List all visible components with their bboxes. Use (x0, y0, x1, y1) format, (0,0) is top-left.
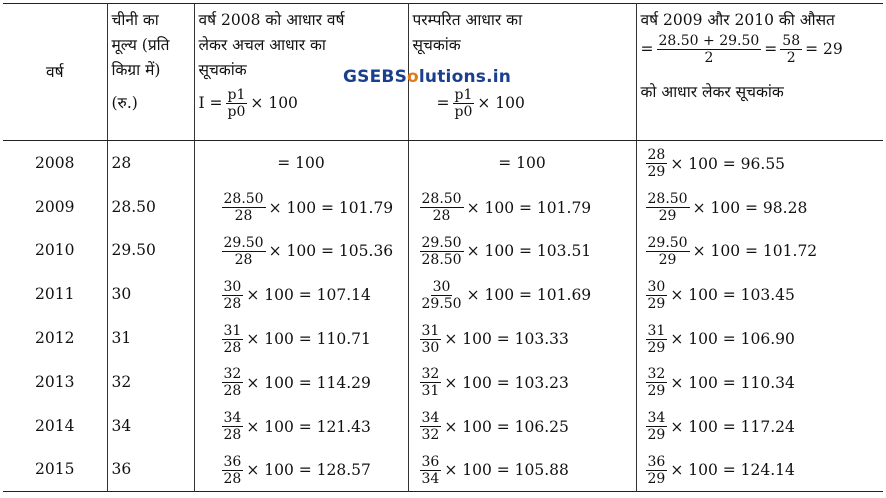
header-avg-line1: वर्ष 2009 और 2010 की औसत (640, 11, 835, 29)
chain-numerator: 36 (421, 453, 440, 470)
avg-fraction (646, 323, 668, 356)
chain-result: × 100 = 103.51 (466, 242, 592, 261)
year-cell: 2009 (3, 185, 107, 229)
avg-numerator: 29.50 (647, 234, 688, 251)
chain-fraction (420, 191, 464, 224)
table-row (3, 141, 883, 185)
year-cell: 2012 (3, 316, 107, 360)
fixed-index-cell (194, 229, 408, 273)
header-chain-line1: परम्परित आधार का (412, 11, 523, 29)
fixed-index-cell (194, 185, 408, 229)
year-cell: 2013 (3, 360, 107, 404)
price-cell: 30 (107, 272, 194, 316)
chain-fraction (420, 323, 442, 356)
fixed-fraction (222, 323, 244, 356)
chain-result: × 100 = 101.79 (466, 198, 592, 217)
avg-denominator: 29 (658, 251, 677, 268)
avg-formula-result: = 29 (805, 40, 843, 58)
avg-formula (641, 454, 795, 487)
chain-formula-den: p0 (454, 104, 473, 120)
fixed-denominator: 28 (223, 339, 242, 356)
average-index-cell (636, 141, 883, 185)
fixed-denominator: 28 (223, 383, 242, 400)
chain-formula (413, 323, 569, 356)
header-average-base (636, 4, 883, 141)
chain-fraction (420, 235, 464, 268)
year-cell: 2010 (3, 229, 107, 273)
avg-numerator: 32 (647, 366, 666, 383)
price-cell: 29.50 (107, 229, 194, 273)
chain-denominator: 28 (432, 208, 451, 225)
fixed-formula (199, 454, 371, 487)
fixed-index-cell (194, 272, 408, 316)
chain-denominator: 31 (421, 383, 440, 400)
fixed-fraction (222, 410, 244, 443)
chain-numerator: 29.50 (421, 234, 462, 251)
chain-formula-rhs: × 100 (477, 94, 525, 112)
avg-fraction (646, 454, 668, 487)
chain-index-cell (408, 404, 636, 448)
price-cell: 28 (107, 141, 194, 185)
avg-formula (641, 191, 808, 224)
avg-fraction (646, 366, 668, 399)
chain-fraction (420, 366, 442, 399)
average-index-cell (636, 229, 883, 273)
fixed-denominator: 28 (223, 427, 242, 444)
price-cell: 28.50 (107, 185, 194, 229)
fixed-result: × 100 = 105.36 (268, 242, 394, 261)
average-index-cell (636, 360, 883, 404)
chain-result: × 100 = 101.69 (466, 286, 592, 305)
avg-result: × 100 = 101.72 (692, 242, 818, 261)
price-cell: 31 (107, 316, 194, 360)
fixed-index-cell (194, 404, 408, 448)
avg-result: × 100 = 110.34 (670, 373, 795, 392)
fixed-fraction (222, 279, 244, 312)
header-price-line1: चीनी का (111, 11, 159, 29)
fixed-fraction (222, 191, 266, 224)
chain-fraction (420, 410, 442, 443)
fixed-denominator: 28 (223, 295, 242, 312)
logo-part1: GSEBS (343, 67, 408, 87)
chain-numerator: 30 (432, 278, 451, 295)
fixed-formula-den: p0 (227, 104, 246, 120)
avg-formula (641, 147, 786, 180)
avg-fraction (646, 279, 668, 312)
chain-formula-num: p1 (454, 87, 473, 103)
avg-result: × 100 = 117.24 (670, 417, 795, 436)
chain-result: × 100 = 106.25 (444, 417, 569, 436)
chain-result: × 100 = 105.88 (444, 461, 569, 480)
avg-fraction (646, 235, 690, 268)
chain-formula (413, 191, 592, 224)
table-row (3, 404, 883, 448)
fixed-result: × 100 = 121.43 (246, 417, 371, 436)
chain-value: = 100 (498, 153, 546, 172)
chain-formula-lhs: = (436, 94, 450, 112)
avg-formula (641, 323, 795, 356)
year-cell: 2011 (3, 272, 107, 316)
avg-denominator: 29 (647, 339, 666, 356)
average-index-cell (636, 316, 883, 360)
fixed-fraction (222, 235, 266, 268)
fixed-index-cell (194, 360, 408, 404)
avg-result: × 100 = 124.14 (670, 461, 795, 480)
chain-result: × 100 = 103.33 (444, 330, 569, 349)
chain-fraction (420, 454, 442, 487)
average-index-cell (636, 185, 883, 229)
fixed-formula (199, 279, 371, 312)
header-avg-line3: को आधार लेकर सूचकांक (640, 83, 784, 101)
chain-index-cell (408, 185, 636, 229)
chain-index-cell (408, 448, 636, 492)
chain-formula (413, 279, 592, 312)
avg-formula (641, 279, 795, 312)
fixed-value: = 100 (277, 153, 325, 172)
avg-formula-fraction2 (780, 33, 802, 66)
avg-numerator: 34 (647, 410, 666, 427)
chain-result: × 100 = 103.23 (444, 373, 569, 392)
chain-fraction (420, 279, 464, 312)
header-fixed-formula (199, 87, 298, 120)
fixed-result: × 100 = 110.71 (246, 330, 371, 349)
chain-denominator: 32 (421, 427, 440, 444)
avg-formula-num2: 58 (782, 33, 801, 49)
avg-result: × 100 = 98.28 (692, 198, 808, 217)
table-row (3, 185, 883, 229)
header-price-unit: (रु.) (111, 94, 138, 112)
fixed-formula-rhs: × 100 (250, 94, 298, 112)
fixed-fraction (222, 366, 244, 399)
avg-formula (641, 366, 795, 399)
avg-formula-den2: 2 (786, 50, 796, 66)
fixed-formula (199, 323, 371, 356)
table-row (3, 272, 883, 316)
avg-formula-den1: 2 (704, 50, 714, 66)
average-index-cell (636, 272, 883, 316)
avg-result: × 100 = 106.90 (670, 330, 795, 349)
fixed-denominator: 28 (223, 470, 242, 487)
logo-part3: lutions.in (418, 67, 512, 87)
header-fixed-line1: वर्ष 2008 को आधार वर्ष (198, 11, 345, 29)
fixed-numerator: 32 (223, 366, 242, 383)
chain-formula (413, 366, 569, 399)
chain-index-cell (408, 360, 636, 404)
table-row (3, 448, 883, 492)
fixed-result: × 100 = 107.14 (246, 286, 371, 305)
avg-denominator: 29 (647, 470, 666, 487)
avg-numerator: 36 (647, 453, 666, 470)
chain-denominator: 29.50 (421, 295, 462, 312)
avg-numerator: 28.50 (647, 191, 688, 208)
chain-denominator: 30 (421, 339, 440, 356)
avg-formula (641, 235, 818, 268)
chain-formula (413, 235, 592, 268)
chain-formula (413, 410, 569, 443)
avg-numerator: 31 (647, 322, 666, 339)
fixed-denominator: 28 (234, 251, 253, 268)
chain-numerator: 28.50 (421, 191, 462, 208)
avg-fraction (646, 147, 668, 180)
fixed-numerator: 28.50 (223, 191, 264, 208)
fixed-fraction (222, 454, 244, 487)
header-chain-formula (413, 87, 525, 120)
chain-formula-fraction (453, 87, 475, 120)
chain-index-cell (408, 229, 636, 273)
avg-formula-num1: 28.50 + 29.50 (658, 33, 760, 49)
chain-index-cell (408, 141, 636, 185)
average-index-cell (636, 404, 883, 448)
chain-numerator: 32 (421, 366, 440, 383)
chain-denominator: 34 (421, 470, 440, 487)
fixed-formula-num: p1 (227, 87, 246, 103)
fixed-formula (199, 191, 394, 224)
avg-formula-fraction1 (657, 33, 762, 66)
chain-index-cell (408, 272, 636, 316)
fixed-formula (199, 235, 394, 268)
avg-numerator: 28 (647, 147, 666, 164)
header-price-line2: मूल्य (प्रति (111, 36, 170, 54)
year-cell: 2014 (3, 404, 107, 448)
avg-fraction (646, 191, 690, 224)
chain-numerator: 31 (421, 322, 440, 339)
table-row (3, 316, 883, 360)
fixed-numerator: 30 (223, 278, 242, 295)
avg-result: × 100 = 96.55 (670, 154, 786, 173)
year-cell: 2008 (3, 141, 107, 185)
price-cell: 34 (107, 404, 194, 448)
header-chain-line2: सूचकांक (412, 36, 461, 54)
fixed-formula-fraction (226, 87, 248, 120)
avg-result: × 100 = 103.45 (670, 286, 795, 305)
fixed-numerator: 31 (223, 322, 242, 339)
fixed-numerator: 29.50 (223, 234, 264, 251)
fixed-formula (199, 410, 371, 443)
header-year: वर्ष (3, 4, 107, 141)
average-index-cell (636, 448, 883, 492)
watermark-logo (343, 67, 511, 87)
fixed-numerator: 34 (223, 410, 242, 427)
header-price (107, 4, 194, 141)
price-cell: 32 (107, 360, 194, 404)
logo-part2: o (407, 67, 419, 87)
avg-formula (641, 410, 795, 443)
header-fixed-line2: लेकर अचल आधार का (198, 36, 326, 54)
avg-formula-eq: = (640, 40, 654, 58)
fixed-numerator: 36 (223, 453, 242, 470)
avg-numerator: 30 (647, 278, 666, 295)
fixed-result: × 100 = 101.79 (268, 198, 394, 217)
header-fixed-line3: सूचकांक (198, 61, 247, 79)
fixed-denominator: 28 (234, 208, 253, 225)
avg-formula-eq2: = (764, 40, 778, 58)
chain-index-cell (408, 316, 636, 360)
chain-numerator: 34 (421, 410, 440, 427)
header-avg-formula (641, 33, 843, 66)
fixed-result: × 100 = 128.57 (246, 461, 371, 480)
fixed-formula-lhs: I = (198, 94, 223, 112)
avg-fraction (646, 410, 668, 443)
avg-denominator: 29 (647, 164, 666, 181)
table-row (3, 360, 883, 404)
table-row (3, 229, 883, 273)
avg-denominator: 29 (647, 295, 666, 312)
chain-denominator: 28.50 (421, 251, 462, 268)
avg-denominator: 29 (647, 383, 666, 400)
year-cell: 2015 (3, 448, 107, 492)
header-price-line3: किग्रा में) (111, 61, 161, 79)
fixed-result: × 100 = 114.29 (246, 373, 371, 392)
fixed-index-cell (194, 316, 408, 360)
fixed-formula (199, 366, 371, 399)
avg-denominator: 29 (647, 427, 666, 444)
chain-formula (413, 454, 569, 487)
fixed-index-cell (194, 141, 408, 185)
price-cell: 36 (107, 448, 194, 492)
table-body (3, 141, 883, 492)
avg-denominator: 29 (658, 208, 677, 225)
fixed-index-cell (194, 448, 408, 492)
